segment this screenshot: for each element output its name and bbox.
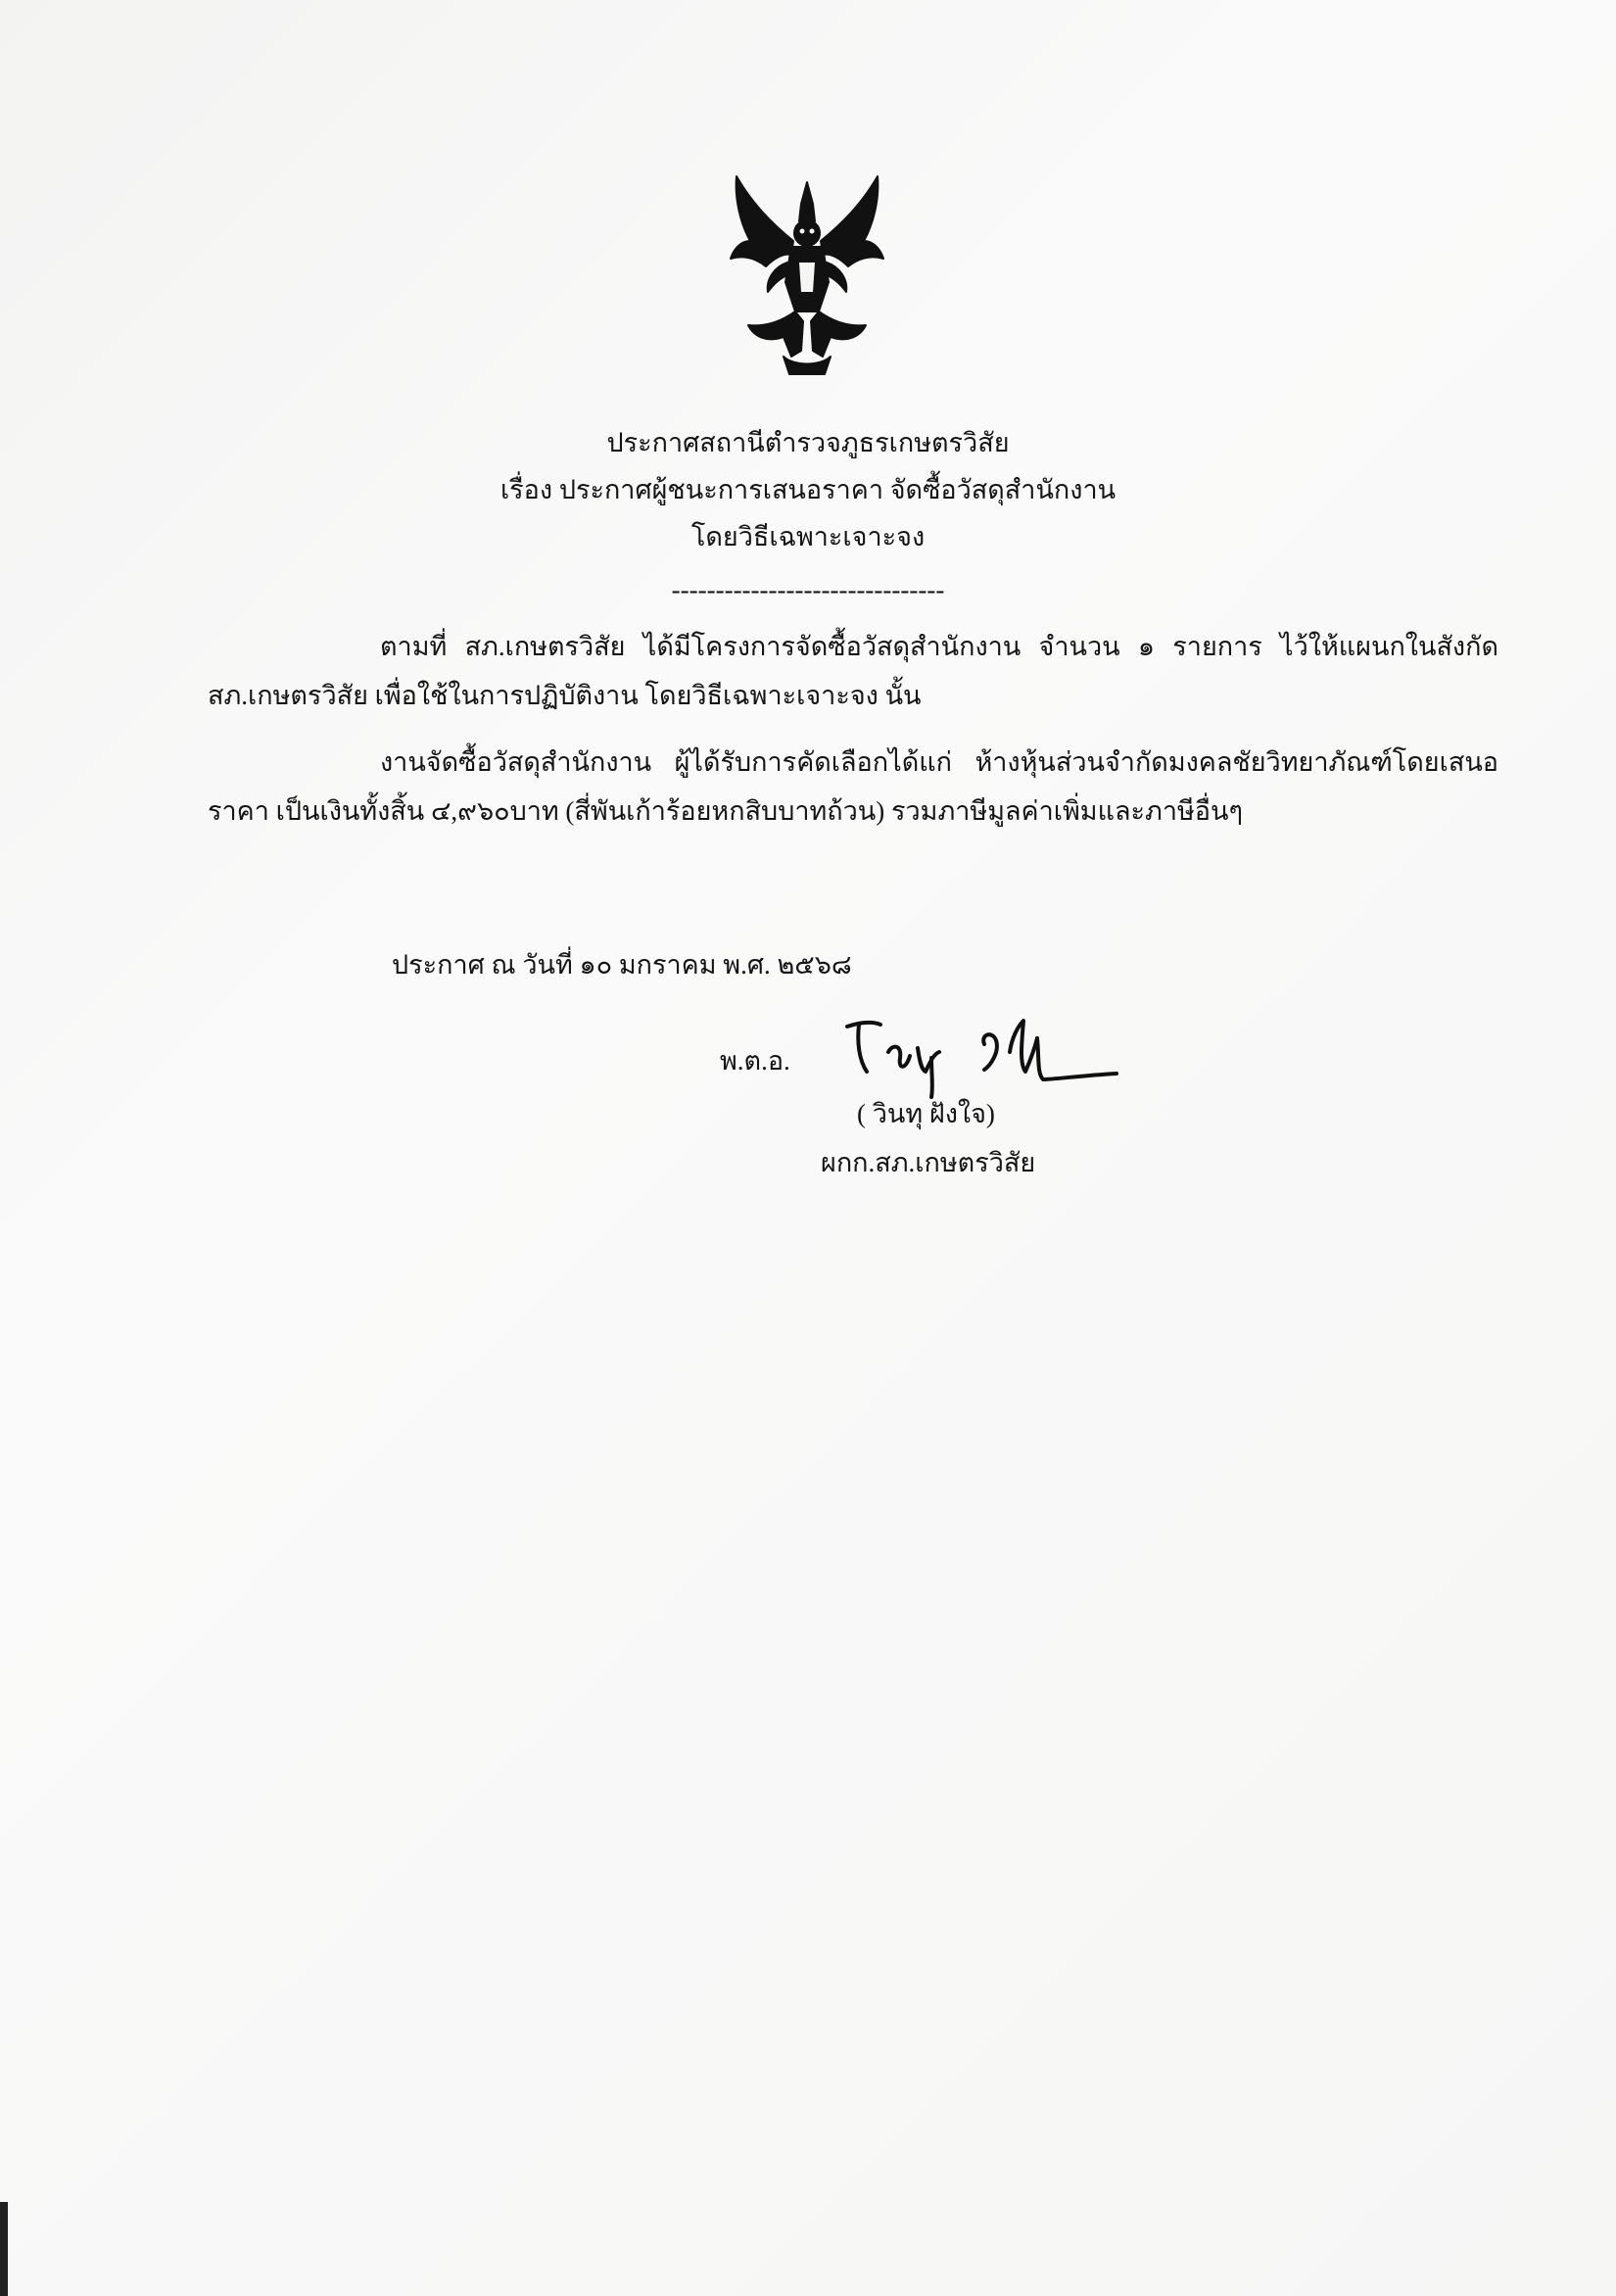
- document-subject: เรื่อง ประกาศผู้ชนะการเสนอราคา จัดซื้อวัสดุสำนักงาน: [499, 475, 1117, 504]
- paragraph-1-line-2: สภ.เกษตรวิสัย เพื่อใช้ในการปฏิบัติงาน โดยวิธีเฉพาะเจาะจง นั้น: [208, 681, 922, 710]
- document-title: ประกาศสถานีตำรวจภูธรเกษตรวิสัย: [606, 428, 1010, 457]
- scan-edge-mark: [0, 2202, 8, 2296]
- procurement-method: โดยวิธีเฉพาะเจาะจง: [690, 522, 926, 551]
- garuda-emblem-icon: [723, 165, 891, 380]
- handwritten-signature-icon: [837, 1009, 1121, 1102]
- signatory-rank: พ.ต.อ.: [720, 1046, 790, 1076]
- title-separator: -------------------------------: [671, 575, 945, 604]
- signatory-position: ผกก.สภ.เกษตรวิสัย: [821, 1148, 1036, 1177]
- paragraph-1-line-1: ตามที่ สภ.เกษตรวิสัย ได้มีโครงการจัดซื้อวัสดุสำนักงาน จำนวน ๑ รายการ ไว้ให้แผนกในสังกัด: [380, 632, 1498, 661]
- announcement-date: ประกาศ ณ วันที่ ๑๐ มกราคม พ.ศ. ๒๕๖๘: [392, 950, 852, 980]
- paragraph-2-line-1: งานจัดซื้อวัสดุสำนักงาน ผู้ได้รับการคัดเลือกได้แก่ ห้างหุ้นส่วนจำกัดมงคลชัยวิทยาภัณฑ์โดยเสนอ: [380, 747, 1498, 777]
- paragraph-2-line-2: ราคา เป็นเงินทั้งสิ้น ๔,๙๖๐บาท (สี่พันเก้าร้อยหกสิบบาทถ้วน) รวมภาษีมูลค่าเพิ่มและภาษีอื่นๆ: [208, 796, 1243, 826]
- signatory-name: ( วินทุ ฝังใจ): [857, 1099, 995, 1128]
